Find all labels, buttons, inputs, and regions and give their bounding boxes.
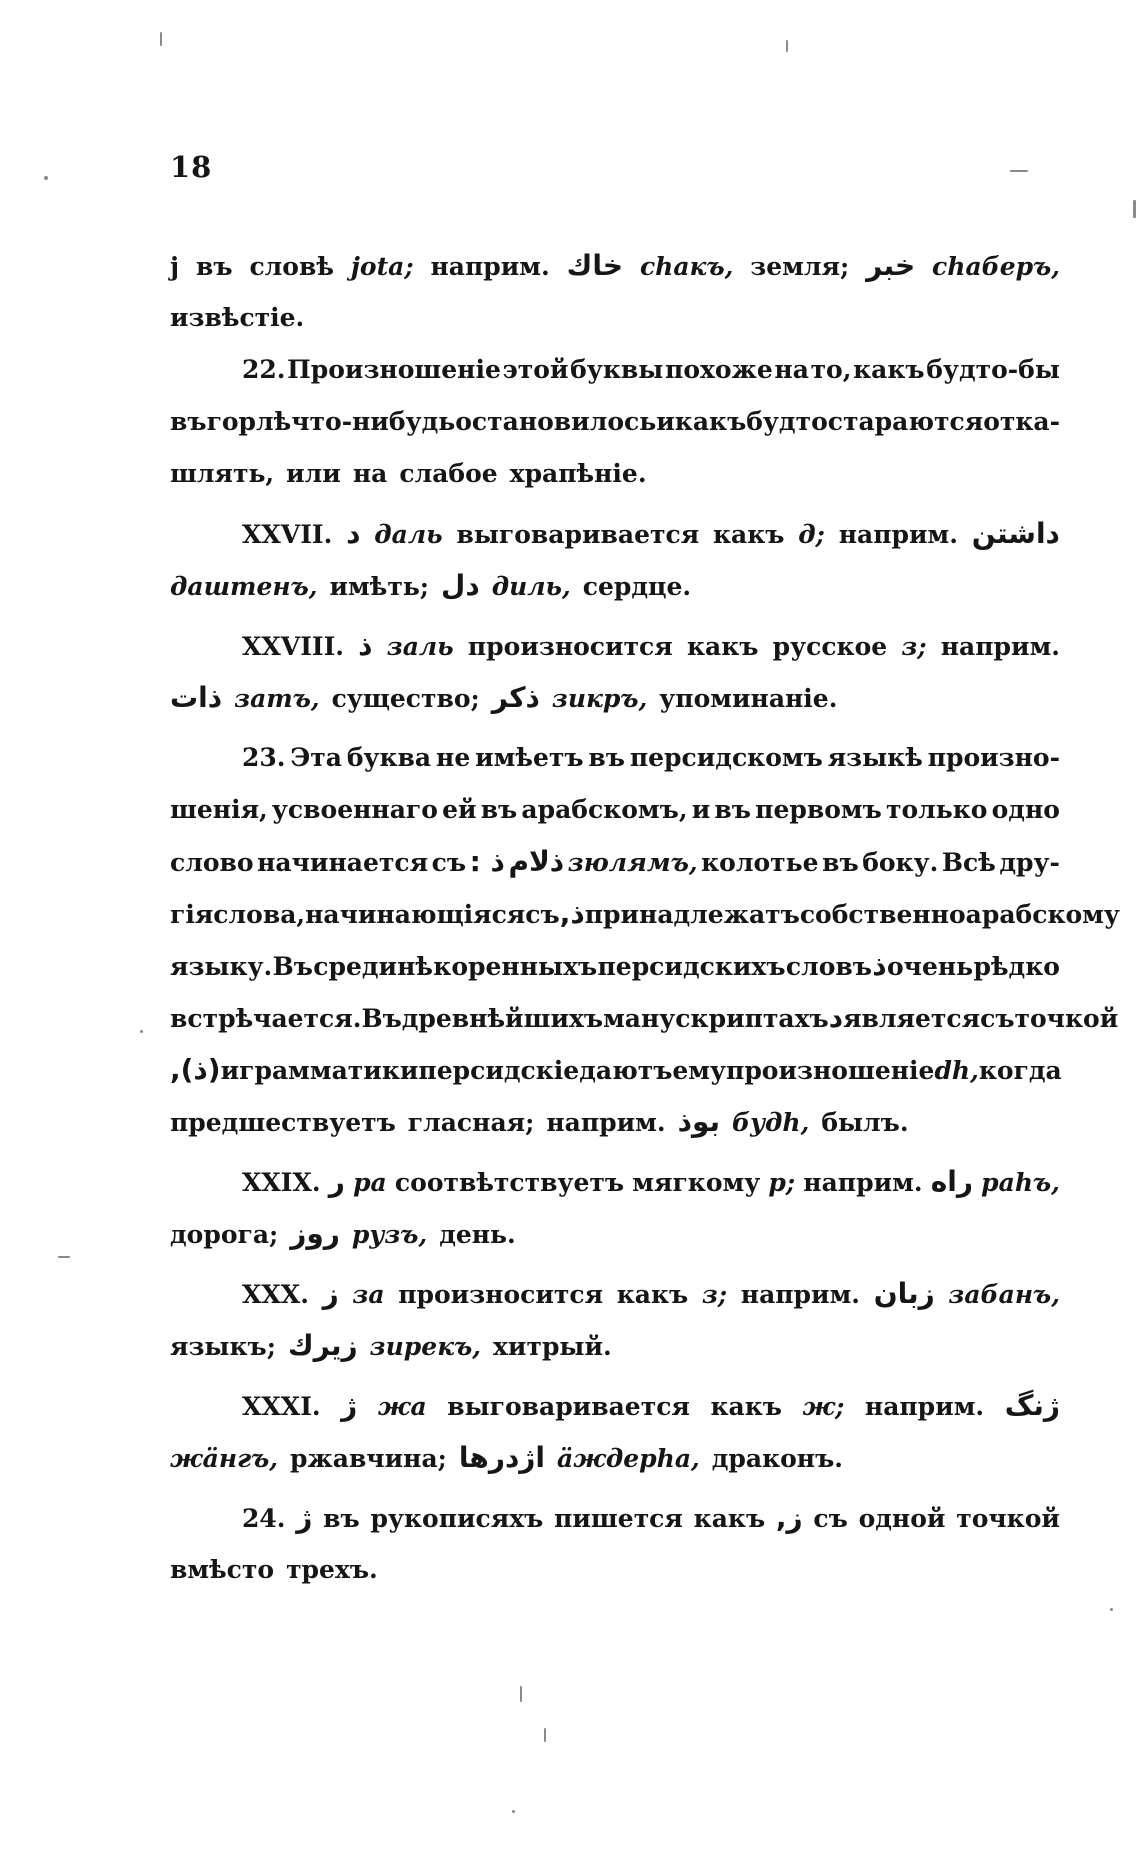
word: на — [352, 459, 388, 488]
text-line — [170, 1380, 1060, 1432]
word: затъ, — [234, 684, 320, 713]
page-number: 18 — [170, 150, 213, 184]
word: что-нибудь — [291, 407, 456, 436]
word: ржавчина; — [290, 1444, 447, 1473]
word: chакъ, — [639, 252, 734, 281]
word: будh, — [732, 1108, 810, 1137]
word: очень — [887, 952, 974, 981]
word: въ — [480, 795, 518, 824]
word: не — [436, 743, 471, 772]
word: даютъ — [579, 1056, 673, 1085]
word: то, — [810, 355, 852, 384]
word: какъ — [853, 355, 925, 384]
word: собственно — [799, 900, 966, 929]
word: рузъ, — [351, 1220, 428, 1249]
word: 24. — [242, 1504, 286, 1533]
scan-speck — [544, 1728, 546, 1742]
arabic-word: خبر — [866, 249, 916, 282]
word: будто — [746, 407, 828, 436]
text-line — [170, 1044, 1060, 1096]
word: соотвѣтствуетъ — [394, 1168, 625, 1197]
word: заль — [386, 632, 454, 661]
word: первомъ — [755, 795, 882, 824]
word: языку. — [170, 952, 273, 981]
word: точкой — [1014, 1004, 1119, 1033]
text-line — [170, 1492, 1060, 1544]
word: персидскомъ — [629, 743, 823, 772]
arabic-word: زيرك — [287, 1329, 358, 1362]
arabic-word: ژ — [341, 1389, 358, 1422]
word: словѣ — [249, 252, 334, 281]
word: храпѣніе. — [509, 459, 647, 488]
word: словъ — [785, 952, 872, 981]
word: драконъ. — [711, 1444, 843, 1473]
word: даль — [374, 520, 443, 549]
word: dh, — [934, 1056, 979, 1085]
word: буква — [346, 743, 432, 772]
text-line — [170, 784, 1060, 836]
arabic-word: زبان — [873, 1277, 935, 1310]
word: XXVIII. — [242, 632, 344, 661]
word: въ — [588, 743, 625, 772]
word: арабскомъ, — [521, 795, 688, 824]
word: извѣстіе. — [170, 303, 305, 332]
word: похоже — [665, 355, 773, 384]
word: наприм. — [546, 1108, 666, 1137]
scan-speck — [1133, 200, 1136, 218]
arabic-word: ز, — [775, 1501, 803, 1534]
word: съ — [525, 900, 560, 929]
word: ра — [353, 1168, 387, 1197]
word: рукописяхъ — [370, 1504, 544, 1533]
word: и — [691, 795, 711, 824]
word: выговаривается — [456, 520, 700, 549]
scan-speck — [520, 1686, 522, 1702]
text-line — [170, 560, 1060, 612]
text-line — [170, 1268, 1060, 1320]
scan-speck — [44, 176, 48, 180]
word: диль, — [491, 572, 571, 601]
word: имѣетъ — [475, 743, 584, 772]
word: ей — [442, 795, 477, 824]
word: былъ. — [821, 1108, 909, 1137]
word: день. — [439, 1220, 516, 1249]
text-line — [170, 1096, 1060, 1148]
word: XXVII. — [242, 520, 333, 549]
word: j — [170, 252, 180, 281]
word: Произношеніе — [287, 355, 501, 384]
scan-speck — [58, 1256, 70, 1258]
word: произносится — [398, 1280, 604, 1309]
word: 22. — [242, 355, 286, 384]
word: коренныхъ — [433, 952, 598, 981]
word: предшествуетъ — [170, 1108, 396, 1137]
text-line — [170, 1432, 1060, 1484]
word: слова, — [213, 900, 306, 929]
text-line — [170, 992, 1119, 1044]
text-line — [170, 1320, 1060, 1372]
word: XXIX. — [242, 1168, 321, 1197]
word: рahъ, — [981, 1168, 1060, 1197]
word: и — [220, 1056, 240, 1085]
word: съ — [431, 848, 467, 877]
word: наприм. — [740, 1280, 861, 1309]
word: или — [286, 459, 341, 488]
word: р; — [768, 1168, 796, 1197]
word: Эта — [290, 743, 342, 772]
arabic-word: راه — [930, 1165, 973, 1198]
word: какъ — [693, 1504, 766, 1533]
word: какъ — [616, 1280, 689, 1309]
word: забанъ, — [948, 1280, 1060, 1309]
word: боку. — [862, 848, 939, 877]
arabic-word: (ذ), — [170, 1053, 221, 1086]
word: какъ — [686, 632, 759, 661]
word: дру- — [999, 848, 1060, 877]
word: äждерhа, — [557, 1444, 700, 1473]
body-text — [170, 240, 1120, 1596]
word: на — [774, 355, 809, 384]
word: въ — [822, 848, 859, 877]
word: ж; — [802, 1392, 845, 1421]
word: буквы — [570, 355, 664, 384]
text-line — [170, 448, 1060, 500]
word: колотье — [701, 848, 819, 877]
word: Въ — [272, 952, 313, 981]
word: гія — [170, 900, 214, 929]
word: какъ — [712, 520, 785, 549]
text-line — [170, 344, 1060, 396]
word: въ — [170, 407, 207, 436]
arabic-word: ذ, — [559, 897, 585, 930]
arabic-word: ذات — [170, 681, 223, 714]
word: языкъ; — [170, 1332, 276, 1361]
word: наприм. — [803, 1168, 923, 1197]
word: хитрый. — [493, 1332, 612, 1361]
word: персидскіе — [418, 1056, 580, 1085]
word: пишется — [554, 1504, 683, 1533]
arabic-word: د — [828, 1001, 844, 1034]
arabic-word: ذكر — [491, 681, 540, 714]
text-line — [170, 940, 1060, 992]
word: chаберъ, — [932, 252, 1060, 281]
word: съ — [813, 1504, 848, 1533]
scan-speck — [140, 1030, 143, 1033]
word: вмѣсто — [170, 1555, 275, 1584]
word: имѣть; — [329, 572, 430, 601]
word: жäнгъ, — [170, 1444, 279, 1473]
scan-speck — [786, 40, 788, 52]
arabic-word: دل — [441, 569, 480, 602]
word: одной — [858, 1504, 946, 1533]
word: грамматики — [239, 1056, 419, 1085]
word: слабое — [399, 459, 498, 488]
word: въ — [195, 252, 233, 281]
word: жа — [377, 1392, 427, 1421]
word: трехъ. — [286, 1555, 378, 1584]
word: только — [885, 795, 988, 824]
arabic-word: ژ — [296, 1501, 313, 1534]
arabic-word: بوذ — [677, 1105, 721, 1138]
arabic-word: ذ — [872, 949, 887, 982]
word: гласная; — [407, 1108, 535, 1137]
word: мягкому — [632, 1168, 761, 1197]
word: произносится — [467, 632, 673, 661]
word: за — [352, 1280, 385, 1309]
scan-speck — [160, 32, 162, 46]
word: арабскому — [965, 900, 1120, 929]
word: и — [656, 407, 675, 436]
word: принадлежатъ — [584, 900, 800, 929]
text-line — [170, 396, 1060, 448]
word: д; — [798, 520, 825, 549]
word: существо; — [331, 684, 480, 713]
word: какъ — [674, 407, 747, 436]
word: наприм. — [430, 252, 550, 281]
text-line — [170, 888, 1120, 940]
word: будто-бы — [926, 355, 1060, 384]
text-line — [170, 672, 1060, 724]
word: шенія, — [170, 795, 268, 824]
word: русское — [772, 632, 888, 661]
word: Въ — [361, 1004, 402, 1033]
arabic-word: د — [346, 517, 361, 550]
scan-speck — [512, 1810, 515, 1813]
word: этой — [502, 355, 569, 384]
text-line — [170, 240, 1060, 292]
text-line — [170, 1156, 1060, 1208]
word: срединѣ — [313, 952, 433, 981]
text-line — [170, 508, 1060, 560]
word: з; — [901, 632, 927, 661]
arabic-word: خاك — [566, 249, 624, 282]
word: отка- — [983, 407, 1060, 436]
scan-speck — [1110, 1608, 1113, 1611]
text-line — [170, 1208, 1060, 1260]
word: XXXI. — [242, 1392, 321, 1421]
word: начинающіяся — [305, 900, 526, 929]
word: jota; — [350, 252, 414, 281]
word: XXX. — [242, 1280, 309, 1309]
word: сердце. — [582, 572, 692, 601]
word: рѣдко — [973, 952, 1060, 981]
word: земля; — [750, 252, 850, 281]
arabic-word: ذلام — [508, 845, 565, 878]
word: горлѣ — [206, 407, 292, 436]
arabic-word: اژدرها — [458, 1441, 546, 1474]
arabic-word: روز — [290, 1217, 340, 1250]
text-line — [170, 620, 1060, 672]
word: усвоеннаго — [271, 795, 438, 824]
word: точкой — [956, 1504, 1060, 1533]
word: древнѣйшихъ — [401, 1004, 604, 1033]
word: слово — [170, 848, 254, 877]
word: языкѣ — [827, 743, 923, 772]
word: наприм. — [838, 520, 958, 549]
word: Всѣ — [941, 848, 996, 877]
arabic-word: ز — [322, 1277, 339, 1310]
arabic-word: ذ : — [469, 845, 505, 878]
word: зирекъ, — [369, 1332, 481, 1361]
word: встрѣчается. — [170, 1004, 362, 1033]
word: выговаривается — [447, 1392, 690, 1421]
text-line — [170, 292, 1060, 344]
scan-speck — [1010, 170, 1028, 172]
word: стараются — [827, 407, 984, 436]
word: наприм. — [864, 1392, 985, 1421]
word: ему — [672, 1056, 727, 1085]
word: наприм. — [940, 632, 1060, 661]
word: з; — [701, 1280, 728, 1309]
word: является — [843, 1004, 981, 1033]
word: шлять, — [170, 459, 275, 488]
word: въ — [323, 1504, 360, 1533]
word: остановилось — [455, 407, 657, 436]
word: одно — [991, 795, 1060, 824]
word: какъ — [710, 1392, 782, 1421]
arabic-word: ر — [328, 1165, 345, 1198]
arabic-word: ژنگ — [1004, 1389, 1060, 1422]
word: зикръ, — [551, 684, 648, 713]
text-line — [170, 836, 1060, 888]
word: произно- — [927, 743, 1060, 772]
word: даштенъ, — [170, 572, 318, 601]
word: дорога; — [170, 1220, 279, 1249]
word: произношеніе — [726, 1056, 935, 1085]
word: съ — [980, 1004, 1015, 1033]
arabic-word: ذ — [358, 629, 373, 662]
word: 23. — [242, 743, 286, 772]
word: въ — [714, 795, 751, 824]
word: упоминаніе. — [659, 684, 838, 713]
word: начинается — [257, 848, 429, 877]
text-line — [170, 1544, 1060, 1596]
text-line — [170, 732, 1060, 784]
word: когда — [978, 1056, 1062, 1085]
word: зюлямъ, — [567, 848, 698, 877]
word: персидскихъ — [597, 952, 786, 981]
word: манускриптахъ — [603, 1004, 829, 1033]
arabic-word: داشتن — [971, 517, 1060, 550]
